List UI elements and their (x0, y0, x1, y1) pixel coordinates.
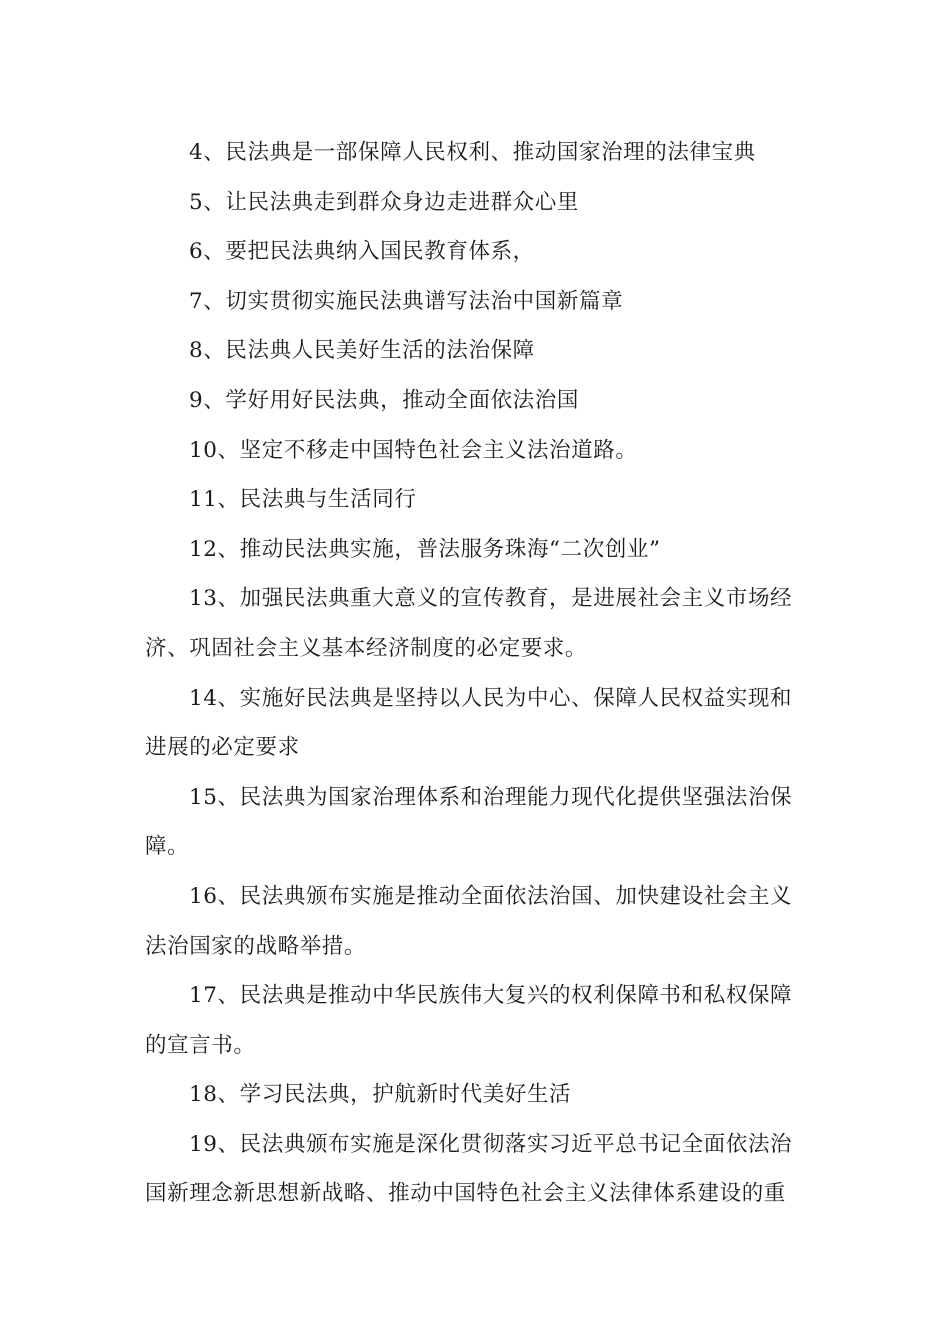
list-item: 9、学好用好民法典，推动全面依法治国 (189, 387, 579, 413)
document-body (145, 128, 813, 1219)
list-item: 5、让民法典走到群众身边走进群众心里 (189, 189, 579, 215)
list-item: 12、推动民法典实施，普法服务珠海“二次创业” (189, 536, 661, 562)
list-item: 15、民法典为国家治理体系和治理能力现代化提供坚强法治保障。 (145, 784, 793, 860)
list-item: 6、要把民法典纳入国民教育体系， (189, 239, 535, 265)
list-item: 18、学习民法典，护航新时代美好生活 (189, 1082, 572, 1108)
list-item: 8、民法典人民美好生活的法治保障 (189, 338, 535, 364)
list-item: 14、实施好民法典是坚持以人民为中心、保障人民权益实现和进展的必定要求 (145, 685, 793, 761)
list-item: 19、民法典颁布实施是深化贯彻落实习近平总书记全面依法治国新理念新思想新战略、推动中国特色社会主义法律体系建设的重 (145, 1131, 793, 1207)
list-item: 4、民法典是一部保障人民权利、推动国家治理的法律宝典 (189, 140, 756, 165)
list-item: 17、民法典是推动中华民族伟大复兴的权利保障书和私权保障的宣言书。 (145, 983, 793, 1058)
list-item: 16、民法典颁布实施是推动全面依法治国、加快建设社会主义法治国家的战略举措。 (145, 883, 793, 959)
list-item: 13、加强民法典重大意义的宣传教育，是进展社会主义市场经济、巩固社会主义基本经济制度的必定要求。 (145, 586, 793, 661)
list-item: 7、切实贯彻实施民法典谱写法治中国新篇章 (189, 288, 624, 314)
list-item: 11、民法典与生活同行 (189, 487, 417, 513)
list-item: 10、坚定不移走中国特色社会主义法治道路。 (189, 437, 638, 463)
